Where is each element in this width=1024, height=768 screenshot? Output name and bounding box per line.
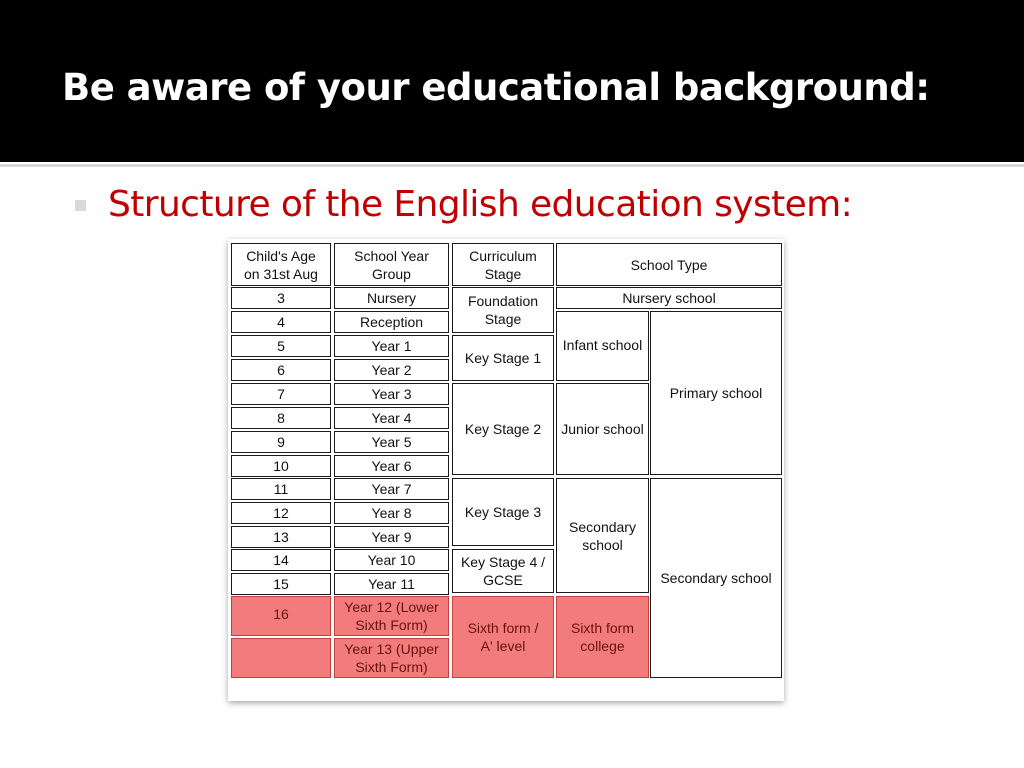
school-type-primary: Primary school — [650, 311, 782, 475]
age-cell: 9 — [231, 431, 331, 453]
curriculum-key-stage-1: Key Stage 1 — [452, 335, 554, 381]
year-group-cell: Year 12 (Lower Sixth Form) — [334, 596, 449, 636]
school-type-secondary: Secondary school — [556, 478, 649, 593]
title-bar — [0, 0, 1024, 162]
school-type-junior: Junior school — [556, 383, 649, 475]
age-cell: 10 — [231, 455, 331, 477]
year-group-cell: Year 4 — [334, 407, 449, 429]
header-school-year-group: School Year Group — [334, 243, 449, 286]
education-structure-table — [228, 239, 784, 701]
age-cell: 6 — [231, 359, 331, 381]
curriculum-foundation-stage: Foundation Stage — [452, 287, 554, 333]
year-group-cell: Year 7 — [334, 478, 449, 500]
year-group-cell: Year 1 — [334, 335, 449, 357]
curriculum-key-stage-2: Key Stage 2 — [452, 383, 554, 475]
age-cell: 16 — [231, 596, 331, 636]
age-cell: 11 — [231, 478, 331, 500]
year-group-cell: Year 13 (Upper Sixth Form) — [334, 638, 449, 678]
year-group-cell: Year 8 — [334, 502, 449, 524]
bullet-square-icon — [75, 200, 86, 211]
year-group-cell: Year 6 — [334, 455, 449, 477]
year-group-cell: Reception — [334, 311, 449, 333]
school-type-nursery: Nursery school — [556, 287, 782, 309]
header-childs-age: Child's Age on 31st Aug — [231, 243, 331, 286]
divider-line — [0, 164, 1024, 167]
curriculum-sixth-form: Sixth form / A' level — [452, 596, 554, 678]
age-cell: 5 — [231, 335, 331, 357]
age-cell — [231, 638, 331, 678]
year-group-cell: Year 11 — [334, 573, 449, 595]
school-type-secondary-school: Secondary school — [650, 478, 782, 678]
year-group-cell: Year 9 — [334, 526, 449, 548]
age-cell: 14 — [231, 549, 331, 571]
header-school-type: School Type — [556, 243, 782, 286]
age-cell: 4 — [231, 311, 331, 333]
slide-title: Be aware of your educational background: — [62, 66, 930, 109]
year-group-cell: Year 10 — [334, 549, 449, 571]
curriculum-key-stage-3: Key Stage 3 — [452, 478, 554, 546]
year-group-cell: Year 3 — [334, 383, 449, 405]
year-group-cell: Year 2 — [334, 359, 449, 381]
header-curriculum-stage: Curriculum Stage — [452, 243, 554, 286]
age-cell: 12 — [231, 502, 331, 524]
school-type-infant: Infant school — [556, 311, 649, 381]
age-cell: 3 — [231, 287, 331, 309]
age-cell: 7 — [231, 383, 331, 405]
age-cell: 8 — [231, 407, 331, 429]
school-type-sixth-form-college: Sixth form college — [556, 596, 649, 678]
curriculum-key-stage-4: Key Stage 4 / GCSE — [452, 549, 554, 593]
slide-subtitle: Structure of the English education system: — [108, 184, 853, 225]
age-cell: 13 — [231, 526, 331, 548]
year-group-cell: Nursery — [334, 287, 449, 309]
age-cell: 15 — [231, 573, 331, 595]
year-group-cell: Year 5 — [334, 431, 449, 453]
